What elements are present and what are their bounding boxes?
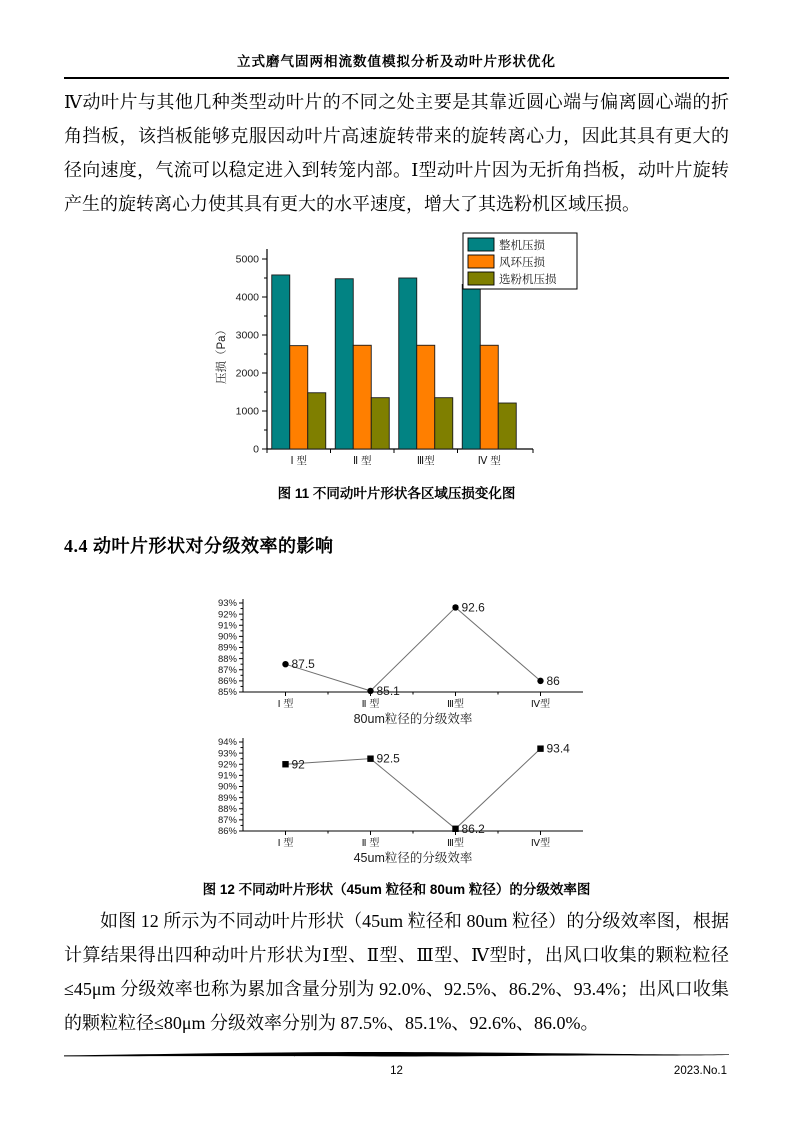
svg-text:87%: 87%	[217, 664, 237, 676]
svg-text:整机压损: 整机压损	[498, 240, 545, 252]
svg-text:Ⅲ型: Ⅲ型	[446, 699, 464, 710]
svg-text:92%: 92%	[217, 609, 237, 621]
svg-text:Ⅰ 型: Ⅰ 型	[277, 838, 293, 849]
fig12-45um	[193, 735, 601, 869]
figure-11-caption: 图 11 不同动叶片形状各区域压损变化图	[277, 486, 516, 501]
svg-text:4000: 4000	[235, 291, 259, 304]
body-paragraph-1: Ⅳ动叶片与其他几种类型动叶片的不同之处主要是其靠近圆心端与偏离圆心端的折角挡板，该挡板能够克服因动叶片高速旋转带来的旋转离心力，因此其具有更大的径向速度，气流可以稳定进入到转笼内部。Ⅰ型动叶片因为无折角挡板，动叶片旋转产生的旋转离心力使其具有更大的水平速度，增大了其选粉机区域压损。	[64, 92, 729, 214]
svg-text:94%: 94%	[217, 737, 237, 749]
svg-text:93.4: 93.4	[546, 741, 570, 756]
svg-text:92: 92	[291, 757, 305, 772]
svg-text:Ⅳ型: Ⅳ型	[530, 838, 550, 849]
svg-text:2000: 2000	[235, 367, 259, 380]
pressure-loss-bar-chart	[211, 231, 583, 473]
figure-12	[64, 596, 729, 898]
svg-text:Ⅲ型: Ⅲ型	[446, 838, 464, 849]
svg-text:0: 0	[252, 443, 259, 456]
svg-text:5000: 5000	[235, 253, 259, 266]
figure-12-caption: 图 12 不同动叶片形状（45um 粒径和 80um 粒径）的分级效率图	[202, 882, 591, 897]
svg-text:Ⅲ型: Ⅲ型	[416, 455, 435, 467]
svg-text:风环压损: 风环压损	[498, 257, 545, 269]
svg-text:86%: 86%	[217, 676, 237, 688]
running-head-title: 立式磨气固两相流数值模拟分析及动叶片形状优化	[237, 54, 556, 69]
svg-text:87.5: 87.5	[291, 657, 315, 672]
svg-text:92.5: 92.5	[376, 751, 400, 766]
svg-text:3000: 3000	[235, 329, 259, 342]
fig12-80um	[193, 596, 601, 730]
svg-text:选粉机压损: 选粉机压损	[498, 274, 556, 286]
svg-text:Ⅳ型: Ⅳ型	[530, 699, 550, 710]
svg-text:89%: 89%	[217, 642, 237, 654]
page-header	[64, 0, 729, 79]
svg-text:91%: 91%	[217, 770, 237, 782]
page-number: 12	[390, 1065, 403, 1077]
svg-text:87%: 87%	[217, 815, 237, 827]
issue-label: 2023.No.1	[673, 1065, 727, 1077]
fig11-pressure-loss	[211, 231, 583, 473]
section-heading-4-4: 4.4 动叶片形状对分级效率的影响	[64, 536, 334, 556]
svg-text:93%: 93%	[217, 748, 237, 760]
svg-text:压损（Pa）: 压损（Pa）	[215, 323, 228, 385]
svg-text:Ⅳ 型: Ⅳ 型	[477, 455, 501, 467]
efficiency-line-chart-45um	[193, 735, 601, 869]
svg-text:88%: 88%	[217, 803, 237, 815]
page-footer	[64, 1046, 729, 1077]
svg-text:92.6: 92.6	[461, 600, 485, 615]
header-rule	[64, 77, 729, 79]
svg-text:91%: 91%	[217, 620, 237, 632]
svg-text:85.1: 85.1	[376, 683, 400, 698]
svg-text:90%: 90%	[217, 781, 237, 793]
efficiency-line-chart-80um	[193, 596, 601, 730]
svg-text:Ⅱ 型: Ⅱ 型	[361, 838, 379, 849]
svg-text:Ⅰ 型: Ⅰ 型	[277, 699, 293, 710]
figure-11	[64, 231, 729, 502]
svg-text:86%: 86%	[217, 826, 237, 838]
svg-text:92%: 92%	[217, 759, 237, 771]
svg-text:86: 86	[546, 673, 560, 688]
svg-text:89%: 89%	[217, 792, 237, 804]
svg-text:85%: 85%	[217, 687, 237, 699]
svg-text:88%: 88%	[217, 653, 237, 665]
svg-text:Ⅱ 型: Ⅱ 型	[361, 699, 379, 710]
body-paragraph-2: 如图 12 所示为不同动叶片形状（45um 粒径和 80um 粒径）的分级效率图，根据计算结果得出四种动叶片形状为Ⅰ型、Ⅱ型、Ⅲ型、Ⅳ型时，出风口收集的颗粒粒径≤45μm 分级效率也称为累加含量分别为 92.0%、92.5%、86.2%、93.4%；出风口收集的颗粒粒径≤80μm 分级效率分别为 87.5%、85.1%、92.6%、86.0%。	[64, 911, 729, 1033]
svg-text:93%: 93%	[217, 598, 237, 610]
svg-text:Ⅱ 型: Ⅱ 型	[352, 455, 372, 467]
svg-text:80um粒径的分级效率: 80um粒径的分级效率	[353, 712, 472, 726]
svg-text:1000: 1000	[235, 405, 259, 418]
svg-text:90%: 90%	[217, 631, 237, 643]
svg-text:86.2: 86.2	[461, 821, 485, 836]
svg-text:Ⅰ 型: Ⅰ 型	[289, 455, 307, 467]
footer-rule	[64, 1051, 729, 1059]
svg-text:45um粒径的分级效率: 45um粒径的分级效率	[353, 851, 472, 865]
